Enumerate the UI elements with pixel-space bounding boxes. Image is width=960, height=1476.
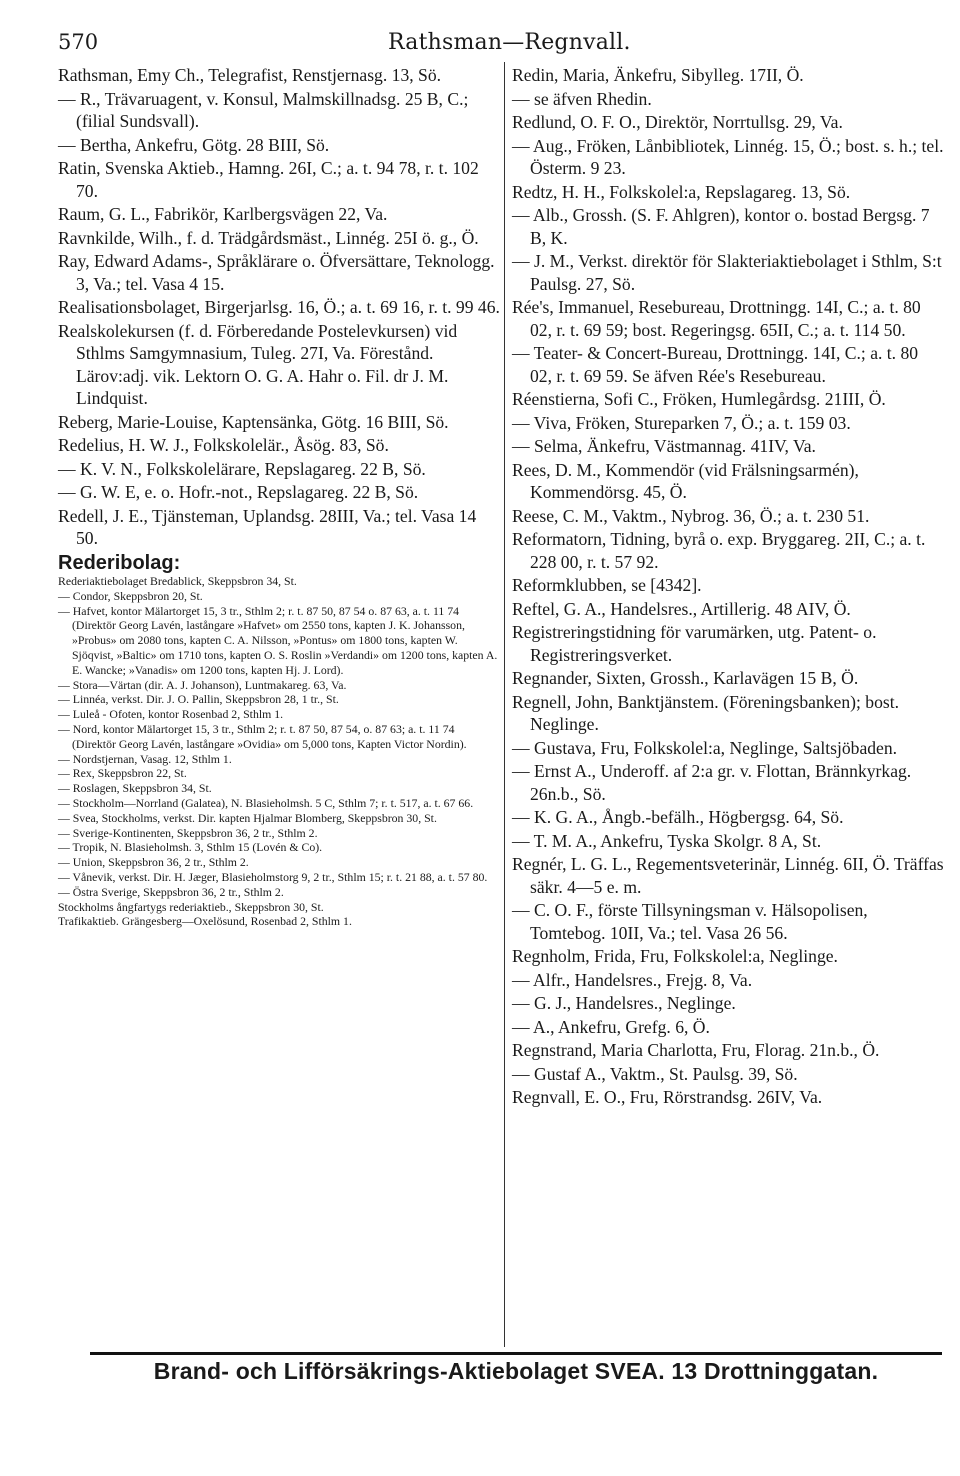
section-heading: Rederibolag: [58, 551, 181, 574]
page-number: 570 [58, 30, 99, 54]
directory-entry: — Nordstjernan, Vasag. 12, Sthlm 1. [58, 751, 232, 766]
directory-entry: Rederiaktiebolaget Bredablick, Skeppsbron 34, St. [58, 574, 297, 588]
directory-entry: — J. M., Verkst. direktör för Slakteriaktiebolaget i Sthlm, S:t Paulsg. 27, Sö. [512, 251, 942, 294]
shipping-companies-list [58, 574, 500, 929]
directory-entry: — Luleå - Ofoten, kontor Rosenbad 2, Sthlm 1. [58, 707, 284, 722]
directory-entry: Redtz, H. H., Folkskolel:a, Repslagareg. 13, Sö. [512, 181, 851, 202]
directory-entry: — Teater- & Concert-Bureau, Drottningg. 14I, C.; a. t. 80 02, r. t. 69 59. Se äfven Rée's Resebureau. [512, 343, 919, 386]
directory-entry: Regnander, Sixten, Grossh., Karlavägen 15 B, Ö. [512, 668, 859, 688]
directory-entry: Regnstrand, Maria Charlotta, Fru, Florag. 21n.b., Ö. [512, 1040, 880, 1060]
directory-entry: Raum, G. L., Fabrikör, Karlbergsvägen 22, Va. [58, 204, 388, 224]
directory-entry: Ratin, Svenska Aktieb., Hamng. 26I, C.; a. t. 94 78, r. t. 102 70. [58, 158, 479, 201]
directory-entry: — Gustaf A., Vaktm., St. Paulsg. 39, Sö. [512, 1063, 798, 1084]
directory-entry: Redin, Maria, Änkefru, Sibylleg. 17II, Ö. [512, 65, 804, 85]
directory-entry: — Stockholm—Norrland (Galatea), N. Blasieholmsh. 5 C, Sthlm 7; r. t. 517, a. t. 67 66. [58, 795, 474, 810]
directory-entry: — Union, Skeppsbron 36, 2 tr., Sthlm 2. [58, 855, 249, 870]
directory-entry: Réenstierna, Sofi C., Fröken, Humlegårdsg. 21III, Ö. [512, 389, 886, 409]
directory-entry: — Bertha, Ankefru, Götg. 28 BIII, Sö. [58, 134, 330, 155]
directory-entry: Ray, Edward Adams-, Språklärare o. Öfversättare, Teknologg. 3, Va.; tel. Vasa 4 15. [58, 251, 495, 294]
directory-entry: — Tropik, N. Blasieholmsh. 3, Sthlm 15 (Lovén & Co). [58, 840, 323, 855]
directory-entry: Redlund, O. F. O., Direktör, Norrtullsg. 29, Va. [512, 112, 843, 132]
directory-entry: — Condor, Skeppsbron 20, St. [58, 588, 203, 603]
left-entries [58, 64, 500, 550]
directory-entry: Regnvall, E. O., Fru, Rörstrandsg. 26IV, Va. [512, 1087, 823, 1107]
directory-entry: — Roslagen, Skeppsbron 34, St. [58, 781, 212, 796]
directory-entry: — C. O. F., förste Tillsyningsman v. Hälsopolisen, Tomtebog. 10II, Va.; tel. Vasa 26 56. [512, 900, 868, 943]
right-entries [512, 64, 944, 1109]
directory-entry: — Alfr., Handelsres., Frejg. 8, Va. [512, 969, 753, 990]
directory-entry: — T. M. A., Ankefru, Tyska Skolgr. 8 A, St. [512, 830, 822, 851]
directory-entry: — R., Trävaruagent, v. Konsul, Malmskillnadsg. 25 B, C.; (filial Sundsvall). [58, 88, 469, 131]
directory-entry: Rathsman, Emy Ch., Telegrafist, Renstjernasg. 13, Sö. [58, 65, 442, 85]
directory-entry: — Svea, Stockholms, verkst. Dir. kapten Hjalmar Blomberg, Skeppsbron 30, St. [58, 810, 437, 825]
directory-entry: Reformatorn, Tidning, byrå o. exp. Bryggareg. 2II, C.; a. t. 228 00, r. t. 57 92. [512, 529, 926, 572]
directory-entry: — K. V. N., Folkskolelärare, Repslagareg. 22 B, Sö. [58, 458, 426, 479]
directory-entry: Regnér, L. G. L., Regementsveterinär, Linnég. 6II, Ö. Träffas säkr. 4—5 e. m. [512, 854, 944, 897]
directory-entry: — Rex, Skeppsbron 22, St. [58, 766, 187, 781]
directory-entry: — Alb., Grossh. (S. F. Ahlgren), kontor o. bostad Bergsg. 7 B, K. [512, 205, 930, 248]
directory-entry: Realisationsbolaget, Birgerjarlsg. 16, Ö.; a. t. 69 16, r. t. 99 46. [58, 297, 500, 317]
directory-entry: — Östra Sverige, Skeppsbron 36, 2 tr., Sthlm 2. [58, 884, 284, 899]
running-head: Rathsman—Regnvall. [388, 30, 631, 55]
left-column [58, 64, 500, 929]
directory-entry: — se äfven Rhedin. [512, 88, 652, 109]
directory-entry: Redell, J. E., Tjänsteman, Uplandsg. 28III, Va.; tel. Vasa 14 50. [58, 505, 477, 548]
directory-entry: Regnell, John, Banktjänstem. (Föreningsbanken); bost. Neglinge. [512, 691, 900, 734]
directory-entry: Regnholm, Frida, Fru, Folkskolel:a, Neglinge. [512, 946, 838, 966]
directory-entry: Reformklubben, se [4342]. [512, 575, 702, 595]
column-divider [504, 62, 505, 1347]
directory-entry: Stockholms ångfartygs rederiaktieb., Skeppsbron 30, St. [58, 899, 324, 914]
page-header [58, 28, 918, 62]
directory-entry: Redelius, H. W. J., Folkskolelär., Åsög. 83, Sö. [58, 435, 389, 455]
footer-advert: Brand- och Lifförsäkrings-Aktiebolaget SVEA. 13 Drottninggatan. [153, 1358, 879, 1384]
directory-entry: Trafikaktieb. Grängesberg—Oxelösund, Rosenbad 2, Sthlm 1. [58, 914, 352, 929]
directory-entry: — Selma, Änkefru, Västmannag. 41IV, Va. [512, 436, 816, 456]
directory-entry: — K. G. A., Ångb.-befälh., Högbergsg. 64, Sö. [512, 807, 844, 827]
directory-entry: Reberg, Marie-Louise, Kaptensänka, Götg. 16 BIII, Sö. [58, 411, 449, 432]
directory-entry: — Ernst A., Underoff. af 2:a gr. v. Flottan, Brännkyrkag. 26n.b., Sö. [512, 761, 912, 804]
footer-rule [90, 1352, 942, 1355]
directory-entry: — Hafvet, kontor Mälartorget 15, 3 tr., Sthlm 2; r. t. 87 50, 87 54 o. 87 63, a. t. 11 74 (Direktör Georg Lavén, lastångare »Hafvet» om 2550 tons, kapten J. K. Johansson, »Probus» om 2080 tons, kapten C. A. Nilsson, »Pontus» om 1800 tons, kapten W. Sjöqvist, »Baltic» om 1710 tons, kapten O. S. Roslin »Verdandi» om 1200 tons, kapten A. E. Wancke; »Vanadis» om 1200 tons, kapten Hj. J. Lord). [58, 603, 498, 677]
directory-entry: — Aug., Fröken, Lånbibliotek, Linnég. 15, Ö.; bost. s. h.; tel. Österm. 9 23. [512, 135, 944, 178]
directory-entry: — Nord, kontor Mälartorget 15, 3 tr., Sthlm 2; r. t. 87 50, 87 54, o. 87 63; a. t. 11 74 (Direktör Georg Lavén, lastångare »Ovidia» om 5,000 tons, Kapten Victor Nordin). [58, 721, 467, 751]
directory-entry: Realskolekursen (f. d. Förberedande Postelevkursen) vid Sthlms Samgymnasium, Tuleg. 27I, Va. Förestånd. Lärov:adj. vik. Lektorn O. G. A. Hahr o. Fil. dr J. M. Lindquist. [58, 320, 458, 408]
directory-entry: — G. W. E, e. o. Hofr.-not., Repslagareg. 22 B, Sö. [58, 482, 419, 502]
directory-entry: Registreringstidning för varumärken, utg. Patent- o. Registreringsverket. [512, 622, 877, 665]
directory-entry: Reese, C. M., Vaktm., Nybrog. 36, Ö.; a. t. 230 51. [512, 505, 870, 526]
directory-entry: Rees, D. M., Kommendör (vid Frälsningsarmén), Kommendörsg. 45, Ö. [512, 459, 859, 502]
directory-entry: — Sverige-Kontinenten, Skeppsbron 36, 2 tr., Sthlm 2. [58, 825, 318, 840]
right-column [512, 64, 944, 1110]
directory-entry: Rée's, Immanuel, Resebureau, Drottningg. 14I, C.; a. t. 80 02, r. t. 69 59; bost. Regeringsg. 65II, C.; a. t. 114 50. [512, 297, 921, 340]
directory-entry: — Linnéa, verkst. Dir. J. O. Pallin, Skeppsbron 28, 1 tr., St. [58, 692, 339, 707]
directory-entry: — Gustava, Fru, Folkskolel:a, Neglinge, Saltsjöbaden. [512, 737, 898, 758]
directory-entry: — Stora—Värtan (dir. A. J. Johanson), Luntmakareg. 63, Va. [58, 677, 347, 692]
directory-entry: — Vånevik, verkst. Dir. H. Jæger, Blasieholmstorg 9, 2 tr., Sthlm 15; r. t. 21 88, a. t. 57 80. [58, 869, 488, 884]
directory-entry: — Viva, Fröken, Stureparken 7, Ö.; a. t. 159 03. [512, 412, 851, 433]
directory-entry: — G. J., Handelsres., Neglinge. [512, 993, 736, 1013]
directory-entry: — A., Ankefru, Grefg. 6, Ö. [512, 1016, 710, 1037]
directory-entry: Ravnkilde, Wilh., f. d. Trädgårdsmäst., Linnég. 25I ö. g., Ö. [58, 227, 479, 248]
directory-entry: Reftel, G. A., Handelsres., Artillerig. 48 AIV, Ö. [512, 598, 851, 619]
